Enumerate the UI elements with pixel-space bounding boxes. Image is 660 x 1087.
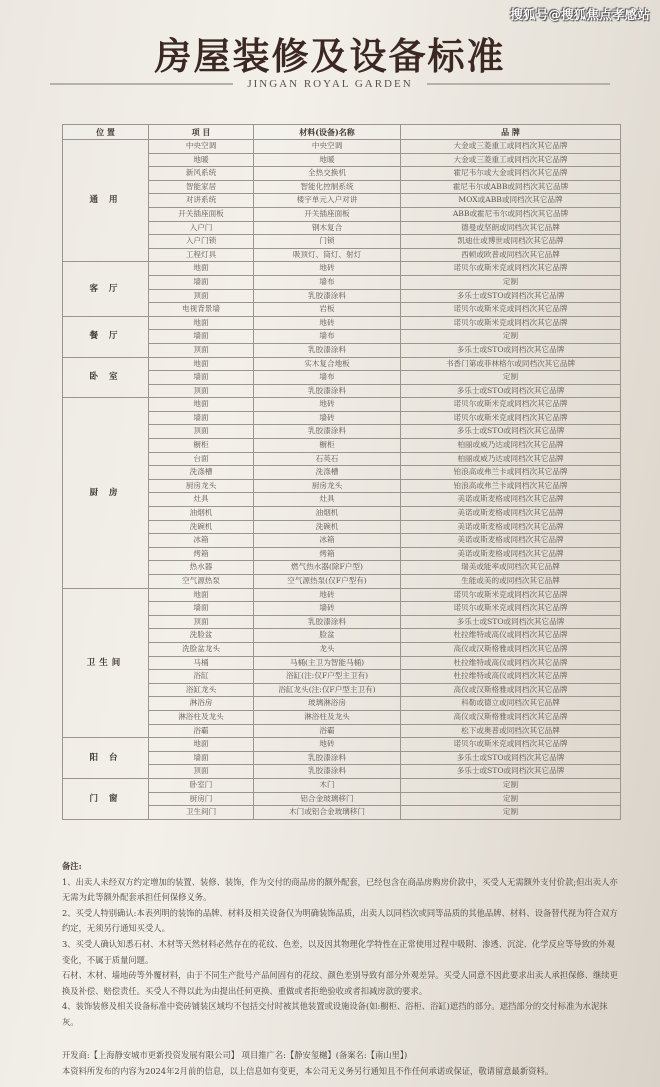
material-cell: 厨房龙头 (254, 479, 401, 493)
table-header-row (63, 125, 621, 140)
brand-cell: 霍尼韦尔或大金或同档次其它品牌 (401, 167, 621, 181)
subtitle-row (50, 76, 610, 92)
material-cell: 木门或铝合金玻璃移门 (254, 806, 401, 820)
brand-cell: 书香门第或菲林格尔或同档次其它品牌 (401, 357, 621, 371)
brand-cell: 大金或三菱重工或同档次其它品牌 (401, 153, 621, 167)
brand-cell: 美诺或斯麦格或同档次其它品牌 (401, 520, 621, 534)
material-cell: 墙布 (254, 330, 401, 344)
material-cell: 浴缸(注:仅F户型主卫有) (254, 670, 401, 684)
brand-cell: 瑞美或能率或同档次其它品牌 (401, 561, 621, 575)
item-cell: 烤箱 (149, 547, 254, 561)
location-cell: 门 窗 (63, 778, 149, 819)
table-row (63, 316, 621, 330)
item-cell: 电视背景墙 (149, 303, 254, 317)
item-cell: 工程灯具 (149, 248, 254, 262)
table-row (63, 738, 621, 752)
item-cell: 顶面 (149, 343, 254, 357)
brand-cell: 诺贝尔或斯米克或同档次其它品牌 (401, 411, 621, 425)
material-cell: 淋浴柱及龙头 (254, 710, 401, 724)
item-cell: 对讲系统 (149, 194, 254, 208)
material-cell: 地砖 (254, 262, 401, 276)
disclaimer: 本资料所发布的内容为2024年2月前的信息，以上信息如有变更，本公司无义务另行通知且不作任何承诺或保证，敬请留意最新资料。 (62, 1066, 554, 1076)
brand-cell: 铂浪高或弗兰卡或同档次其它品牌 (401, 479, 621, 493)
item-cell: 浴霸 (149, 724, 254, 738)
location-cell: 卧 室 (63, 357, 149, 398)
item-cell: 顶面 (149, 765, 254, 779)
brand-cell: ABB或霍尼韦尔或同档次其它品牌 (401, 207, 621, 221)
table-row (63, 398, 621, 412)
location-cell: 通 用 (63, 140, 149, 262)
brand-cell: 多乐士或STO或同档次其它品牌 (401, 343, 621, 357)
divider-left (50, 83, 233, 85)
item-cell: 墙面 (149, 411, 254, 425)
item-cell: 热水器 (149, 561, 254, 575)
note-item: 石材、木材、墙地砖等外覆材料，由于不同生产批号产品间固有的花纹、颜色差别导致有部分外观差异。买受人同意不因此要求出卖人承担保修、继续更换及补偿、赔偿责任。买受人不得以此为由提出任何更换、重做或者拒绝验收或者扣减房款的要求。 (62, 970, 618, 996)
brand-cell: 诺贝尔或斯米克或同档次其它品牌 (401, 588, 621, 602)
material-cell: 脸盆 (254, 629, 401, 643)
brand-cell: 多乐士或STO或同档次其它品牌 (401, 765, 621, 779)
note-item: 4、装饰装修及相关设备标准中瓷砖铺装区域均不包括交付时被其他装置或设施设备(如:橱柜、浴柜、浴缸)遮挡的部分。遮挡部分的交付标准为水泥抹灰。 (62, 1001, 608, 1027)
material-cell: 墙布 (254, 275, 401, 289)
footer (62, 1047, 632, 1079)
header-item: 项 目 (149, 125, 254, 140)
brand-cell: 高仪或汉斯格雅或同档次其它品牌 (401, 642, 621, 656)
item-cell: 智能家居 (149, 180, 254, 194)
brand-cell: 诺贝尔或斯米克或同档次其它品牌 (401, 602, 621, 616)
item-cell: 顶面 (149, 289, 254, 303)
material-cell: 马桶(主卫为智能马桶) (254, 656, 401, 670)
item-cell: 地面 (149, 316, 254, 330)
item-cell: 橱柜 (149, 439, 254, 453)
material-cell: 木门 (254, 778, 401, 792)
brand-cell: 杜拉维特或高仪或同档次其它品牌 (401, 656, 621, 670)
material-cell: 洗碗机 (254, 520, 401, 534)
brand-cell: 定制 (401, 792, 621, 806)
material-cell: 吸顶灯、筒灯、射灯 (254, 248, 401, 262)
item-cell: 洗碗机 (149, 520, 254, 534)
item-cell: 空气源热泵 (149, 575, 254, 589)
table-body (63, 140, 621, 820)
material-cell: 钢木复合 (254, 221, 401, 235)
item-cell: 开关插座面板 (149, 207, 254, 221)
material-cell: 空气源热泵(仅F户型有) (254, 575, 401, 589)
notes-heading: 备注: (62, 861, 82, 871)
material-cell: 乳胶漆涂料 (254, 615, 401, 629)
material-cell: 地砖 (254, 738, 401, 752)
item-cell: 马桶 (149, 656, 254, 670)
brand-cell: 柏丽或威乃达或同档次其它品牌 (401, 452, 621, 466)
location-cell: 卫生间 (63, 588, 149, 738)
item-cell: 洗脸盆 (149, 629, 254, 643)
material-cell: 岩板 (254, 303, 401, 317)
divider-right (427, 83, 610, 85)
item-cell: 台面 (149, 452, 254, 466)
material-cell: 灶具 (254, 493, 401, 507)
brand-cell: 高仪或汉斯格雅或同档次其它品牌 (401, 683, 621, 697)
notes-section (62, 859, 622, 1031)
material-cell: 冰箱 (254, 534, 401, 548)
material-cell: 燃气热水器(除F户型) (254, 561, 401, 575)
material-cell: 乳胶漆涂料 (254, 751, 401, 765)
brand-cell: 铂浪高或弗兰卡或同档次其它品牌 (401, 466, 621, 480)
material-cell: 乳胶漆涂料 (254, 425, 401, 439)
location-cell: 厨 房 (63, 398, 149, 588)
item-cell: 新风系统 (149, 167, 254, 181)
brand-cell: 定制 (401, 778, 621, 792)
item-cell: 中央空调 (149, 140, 254, 154)
table-row (63, 140, 621, 154)
item-cell: 地面 (149, 357, 254, 371)
material-cell: 乳胶漆涂料 (254, 289, 401, 303)
brand-cell: 西顿或欧普或同档次其它品牌 (401, 248, 621, 262)
brand-cell: 美诺或斯麦格或同档次其它品牌 (401, 547, 621, 561)
brand-cell: 定制 (401, 330, 621, 344)
brand-cell: 诺贝尔或斯米克或同档次其它品牌 (401, 303, 621, 317)
item-cell: 冰箱 (149, 534, 254, 548)
item-cell: 淋浴房 (149, 697, 254, 711)
item-cell: 厨房龙头 (149, 479, 254, 493)
brand-cell: 多乐士或STO或同档次其它品牌 (401, 615, 621, 629)
material-cell: 开关插座面板 (254, 207, 401, 221)
watermark: 搜狐号@搜狐焦点孝感站 (510, 7, 650, 22)
note-item: 3、买受人确认知悉石材、木材等天然材料必然存在的花纹、色差，以及因其物理化学特性在正常使用过程中吸附、渗透、沉淀、化学反应等导致的外观变化，不属于质量问题。 (62, 938, 615, 965)
brand-cell: 杜拉维特或高仪或同档次其它品牌 (401, 629, 621, 643)
item-cell: 顶面 (149, 425, 254, 439)
item-cell: 洗脸盆龙头 (149, 642, 254, 656)
brand-cell: 诺贝尔或斯米克或同档次其它品牌 (401, 398, 621, 412)
material-cell: 地砖 (254, 398, 401, 412)
brand-cell: 多乐士或STO或同档次其它品牌 (401, 425, 621, 439)
item-cell: 洗涤槽 (149, 466, 254, 480)
item-cell: 顶面 (149, 384, 254, 398)
location-cell: 餐 厅 (63, 316, 149, 357)
material-cell: 橱柜 (254, 439, 401, 453)
item-cell: 墙面 (149, 602, 254, 616)
material-cell: 铝合金玻璃移门 (254, 792, 401, 806)
brand-cell: 美诺或斯麦格或同档次其它品牌 (401, 493, 621, 507)
item-cell: 厨房门 (149, 792, 254, 806)
brand-cell: 美诺或斯麦格或同档次其它品牌 (401, 534, 621, 548)
material-cell: 乳胶漆涂料 (254, 384, 401, 398)
item-cell: 卫生间门 (149, 806, 254, 820)
table-row (63, 778, 621, 792)
material-cell: 玻璃淋浴房 (254, 697, 401, 711)
material-cell: 浴缸龙头(注:仅F户型主卫有) (254, 683, 401, 697)
material-cell: 龙头 (254, 642, 401, 656)
material-cell: 浴霸 (254, 724, 401, 738)
item-cell: 墙面 (149, 330, 254, 344)
material-cell: 地砖 (254, 316, 401, 330)
brand-cell: 诺贝尔或斯米克或同档次其它品牌 (401, 316, 621, 330)
table-row (63, 262, 621, 276)
page-subtitle: JINGAN ROYAL GARDEN (247, 78, 413, 90)
material-cell: 智能化控制系统 (254, 180, 401, 194)
brand-cell: 杜拉维特或高仪或同档次其它品牌 (401, 670, 621, 684)
material-cell: 烤箱 (254, 547, 401, 561)
material-cell: 楼宇单元入户对讲 (254, 194, 401, 208)
spec-table (62, 124, 621, 820)
material-cell: 地砖 (254, 588, 401, 602)
material-cell: 墙砖 (254, 602, 401, 616)
brand-cell: 柏丽或威乃达或同档次其它品牌 (401, 439, 621, 453)
item-cell: 卧室门 (149, 778, 254, 792)
material-cell: 地暖 (254, 153, 401, 167)
item-cell: 油烟机 (149, 507, 254, 521)
item-cell: 顶面 (149, 615, 254, 629)
material-cell: 油烟机 (254, 507, 401, 521)
note-item: 1、出卖人未经双方约定增加的装置、装修、装饰，作为交付的商品房的额外配套，已经包含在商品房购房价款中，买受人无需额外支付价款;但出卖人亦无需为此等额外配套承担任何保修义务。 (62, 876, 618, 903)
brand-cell: 生能或美的或同档次其它品牌 (401, 575, 621, 589)
item-cell: 淋浴柱及龙头 (149, 710, 254, 724)
brand-cell: 多乐士或STO或同档次其它品牌 (401, 751, 621, 765)
brand-cell: 定制 (401, 806, 621, 820)
material-cell: 中央空调 (254, 140, 401, 154)
item-cell: 地暖 (149, 153, 254, 167)
brand-cell: 诺贝尔或斯米克或同档次其它品牌 (401, 262, 621, 276)
page-title: 房屋装修及设备标准 (154, 34, 506, 78)
brand-cell: 德曼或坚朗或同档次其它品牌 (401, 221, 621, 235)
item-cell: 地面 (149, 262, 254, 276)
brand-cell: 多乐士或STO或同档次其它品牌 (401, 289, 621, 303)
item-cell: 墙面 (149, 275, 254, 289)
material-cell: 门锁 (254, 235, 401, 249)
item-cell: 入户门锁 (149, 235, 254, 249)
material-cell: 洗涤槽 (254, 466, 401, 480)
material-cell: 乳胶漆涂料 (254, 343, 401, 357)
item-cell: 墙面 (149, 751, 254, 765)
brand-cell: MOX或ABB或同档次其它品牌 (401, 194, 621, 208)
brand-cell: 美诺或斯麦格或同档次其它品牌 (401, 507, 621, 521)
brand-cell: 大金或三菱重工或同档次其它品牌 (401, 140, 621, 154)
location-cell: 客 厅 (63, 262, 149, 316)
brand-cell: 科勒或德立或同档次其它品牌 (401, 697, 621, 711)
material-cell: 墙砖 (254, 411, 401, 425)
material-cell: 乳胶漆涂料 (254, 765, 401, 779)
material-cell: 石英石 (254, 452, 401, 466)
material-cell: 全热交换机 (254, 167, 401, 181)
header-material: 材料(设备)名称 (254, 125, 401, 140)
location-cell: 阳 台 (63, 738, 149, 779)
item-cell: 浴缸龙头 (149, 683, 254, 697)
brand-cell: 诺贝尔或斯米克或同档次其它品牌 (401, 738, 621, 752)
brand-cell: 霍尼韦尔或ABB或同档次其它品牌 (401, 180, 621, 194)
header-location: 位 置 (63, 125, 149, 140)
item-cell: 地面 (149, 588, 254, 602)
brand-cell: 多乐士或STO或同档次其它品牌 (401, 384, 621, 398)
item-cell: 地面 (149, 398, 254, 412)
item-cell: 浴缸 (149, 670, 254, 684)
header-brand: 品 牌 (401, 125, 621, 140)
item-cell: 地面 (149, 738, 254, 752)
material-cell: 墙布 (254, 371, 401, 385)
item-cell: 入户门 (149, 221, 254, 235)
brand-cell: 定制 (401, 275, 621, 289)
brand-cell: 定制 (401, 371, 621, 385)
brand-cell: 高仪或汉斯格雅或同档次其它品牌 (401, 710, 621, 724)
developer-info: 开发商:【上海静安城市更新投资发展有限公司】 项目推广名:【静安玺樾】(备案名:【南山里】) (62, 1050, 408, 1060)
item-cell: 墙面 (149, 371, 254, 385)
table-row (63, 357, 621, 371)
note-item: 2、买受人特别确认:本表列明的装饰的品牌、材料及相关设备仅为明确装饰品质，出卖人以同档次或同等品质的其他品牌、材料、设备替代视为符合双方约定，无须另行通知买受人。 (62, 907, 618, 934)
item-cell: 灶具 (149, 493, 254, 507)
brand-cell: 凯迪仕或博世或同档次其它品牌 (401, 235, 621, 249)
material-cell: 实木复合地板 (254, 357, 401, 371)
brand-cell: 松下或奥普或同档次其它品牌 (401, 724, 621, 738)
table-row (63, 588, 621, 602)
